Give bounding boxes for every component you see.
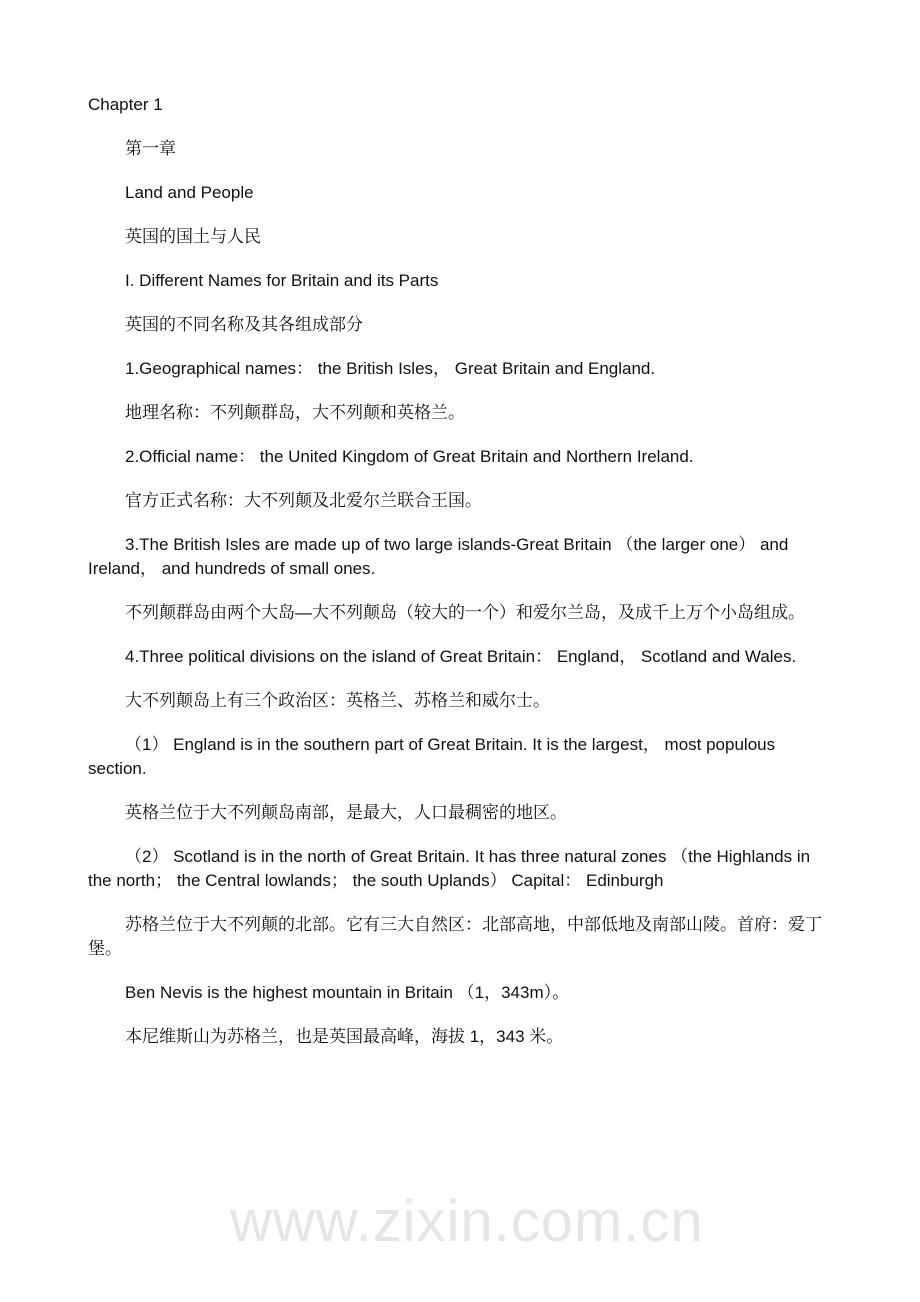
paragraph: 4.Three political divisions on the island of Great Britain： England， Scotland and Wales. — [125, 647, 797, 666]
subsection-title-cn: 英国的不同名称及其各组成部分 — [125, 315, 363, 334]
paragraph: （1） England is in the southern part of Great Britain. It is the largest， most populous section. — [88, 735, 776, 778]
document-body — [88, 93, 836, 1069]
paragraph: 1.Geographical names： the British Isles， Great Britain and England. — [125, 359, 656, 378]
paragraph-cn: 不列颠群岛由两个大岛—大不列颠岛（较大的一个）和爱尔兰岛，及成千上万个小岛组成。 — [125, 603, 805, 622]
paragraph-cn: 大不列颠岛上有三个政治区：英格兰、苏格兰和威尔士。 — [125, 691, 550, 710]
paragraph: 3.The British Isles are made up of two large islands-Great Britain （the larger one） and Ireland， and hundreds of small ones. — [88, 535, 789, 578]
subsection-title: I. Different Names for Britain and its Parts — [125, 271, 439, 290]
section-title-cn: 英国的国土与人民 — [125, 227, 261, 246]
paragraph-cn: 英格兰位于大不列颠岛南部，是最大，人口最稠密的地区。 — [125, 803, 567, 822]
chapter-heading: Chapter 1 — [88, 95, 163, 114]
paragraph: （2） Scotland is in the north of Great Britain. It has three natural zones （the Highlands in the north； the Central lowlands； the south Uplands） Capital： Edinburgh — [88, 847, 811, 890]
watermark: www.zixin.com.cn — [230, 1189, 704, 1254]
section-title: Land and People — [125, 183, 254, 202]
chapter-heading-cn: 第一章 — [125, 139, 176, 158]
paragraph-cn: 本尼维斯山为苏格兰，也是英国最高峰，海拔 1，343 米。 — [125, 1027, 564, 1046]
paragraph-cn: 地理名称：不列颠群岛，大不列颠和英格兰。 — [125, 403, 465, 422]
paragraph-cn: 官方正式名称：大不列颠及北爱尔兰联合王国。 — [125, 491, 482, 510]
paragraph: 2.Official name： the United Kingdom of Great Britain and Northern Ireland. — [125, 447, 694, 466]
paragraph-cn: 苏格兰位于大不列颠的北部。它有三大自然区：北部高地，中部低地及南部山陵。首府：爱丁堡。 — [88, 915, 822, 958]
paragraph: Ben Nevis is the highest mountain in Britain （1，343m）。 — [125, 983, 570, 1002]
